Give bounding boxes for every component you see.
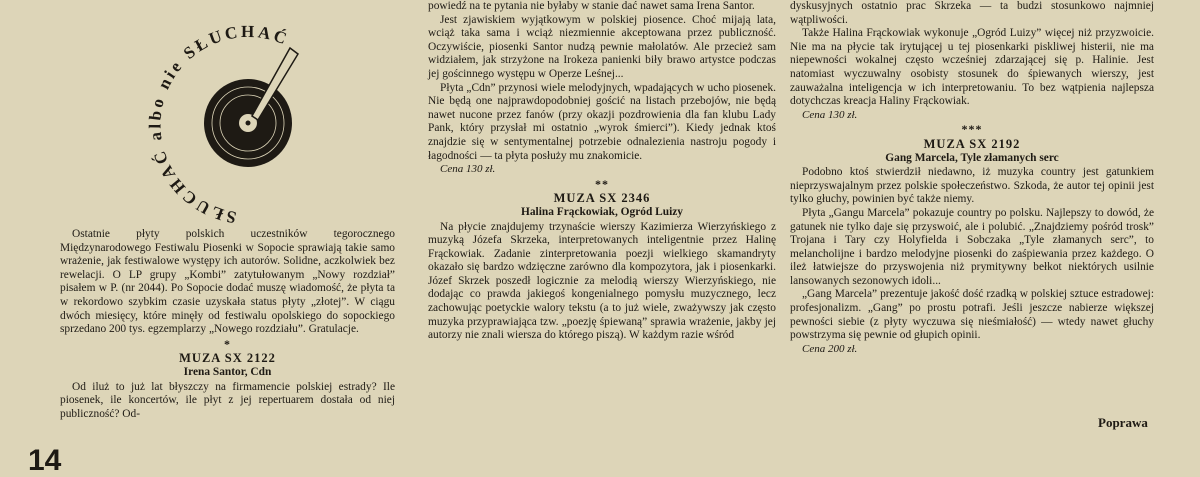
record-subtitle: Gang Marcela, Tyle złamanych serc — [885, 151, 1059, 164]
review-paragraph: Jest zjawiskiem wyjątkowym w polskiej piosence. Choć mijają lata, wciąż taka sama i wciąż niezmiennie akceptowana przez publiczność. Oczywiście, piosenki Santor nudzą pewnie małolatów. Ale przecież sam widziałem, jak strzyżone na Irokeza panienki biły brawo artystce podczas jej gościnnego występu w Operze Leśnej... — [428, 13, 776, 80]
review-paragraph: Płyta „Gangu Marcela” pokazuje country po polsku. Najlepszy to dowód, że gatunek nie tylko daje się przyswoić, ale i polubić. „Znajdziemy pośród trosk” Trojana i Tary czy Holyfielda i Sobczaka „Tyle złamanych serc”, to melancholijne i bardzo melodyjne piosenki do zaśpiewania przez każdego. O ileż łatwiejsze do przyswojenia niż prymitywny bełkot niektórych usilnie lansowanych sezonowych idoli... — [790, 206, 1154, 287]
review-paragraph: „Gang Marcela” prezentuje jakość dość rzadką w polskiej sztuce estradowej: profesjonalizm. „Gang” po prostu potrafi. Jeśli jeszcze nabierze większej pewności siebie (z płyty wyczuwa się nieśmiałość) — wtedy nawet głuchy powstrzyma się pewnie od głupich opinii. — [790, 288, 1154, 342]
review-paragraph: Także Halina Frąckowiak wykonuje „Ogród Luizy” więcej niż przyzwoicie. Nie ma na płycie tak irytującej u tej piosenkarki piskliwej histerii, nie ma niepewności wokalnej często wcześniej zdarzającej się p. Halinie. Jest natomiast wyczuwalny osobisty stosunek do śpiewanych wierszy, jest zauważalna inteligencja w ich interpretowaniu. To bez wątpienia najlepsza dotychczas kreacja Haliny Frąckowiak. — [790, 27, 1154, 108]
review-paragraph: powiedź na te pytania nie byłaby w stanie dać nawet sama Irena Santor. — [428, 0, 755, 12]
logo-arc-text: SŁUCHAĆ albo nie SŁUCHAĆ — [145, 21, 293, 228]
price-label: Cena 130 zł. — [802, 108, 858, 121]
record-title: MUZA SX 2346 — [553, 191, 651, 206]
separator-2: ** — [595, 176, 609, 191]
author-signature: Poprawa — [1098, 415, 1148, 430]
record-subtitle: Irena Santor, Cdn — [183, 365, 272, 378]
page-number: 14 — [28, 444, 62, 477]
review-paragraph: Od iluż to już lat błyszczy na firmamencie polskiej estrady? Ile piosenek, ile koncertów, ile płyt z jej repertuarem dostała od niej publiczność? Od- — [60, 380, 395, 420]
separator-1: * — [224, 336, 231, 351]
price-label: Cena 130 zł. — [440, 163, 496, 176]
record-title: MUZA SX 2122 — [179, 351, 276, 366]
review-paragraph: Na płycie znajdujemy trzynaście wierszy Kazimierza Wierzyńskiego z muzyką Józefa Skrzeka, interpretowanych inteligentnie przez Halinę Frąckowiak. Zadanie zinterpretowania poezji wielkiego skamandryty okazało się bardzo wdzięczne zarówno dla kompozytora, jak i piosenkarki. Józef Skrzek poszedł logicznie za melodią wierszy Wierzyńskiego, nie dodając co prawda jakiegoś kongenialnego pomysłu muzycznego, lecz zachowując poetyckie walory tekstu (a to już wiele, zważywszy jak często muzyka przyprawiająca tzw. „poezję śpiewaną” sprawia wrażenie, jakby jej autorzy nie znali wiersza do którego piszą). W każdym razie wśród — [428, 220, 776, 342]
separator-3: *** — [961, 122, 983, 137]
record-title: MUZA SX 2192 — [923, 136, 1021, 151]
record-subtitle: Halina Frąckowiak, Ogród Luizy — [520, 205, 683, 218]
review-paragraph: Płyta „Cdn” przynosi wiele melodyjnych, wpadających w ucho piosenek. Nie będą one najprawdopodobniej gościć na listach przebojów, nie będą nawet nucone przez fanów (przy okazji pozdrowienia dla fan klubu Lady Pank, który przysłał mi ostatnio „wyrok śmierci”). Kiedy jednak ktoś znajdzie się w sentymentalnej potrzebie odnalezienia nastroju pogody i łagodności — ta płyta posłuży mu znakomicie. — [428, 81, 776, 162]
column-2 — [428, 0, 776, 343]
review-paragraph: Podobno ktoś stwierdził niedawno, iż muzyka country jest gatunkiem nieprzyswajalnym przez polskie społeczeństwo. Szkoda, że autor tej opinii jest tylko głuchy, powinien być także niemy. — [790, 166, 1154, 206]
slucha-logo — [128, 18, 368, 228]
intro-paragraph: Ostatnie płyty polskich uczestników tegorocznego Międzynarodowego Festiwalu Piosenki w Sopocie sprawiają takie samo wrażenie, jak festiwalowe występy ich autorów. Solidne, aczkolwiek bez rewelacji. O LP grupy „Kombi” zatytułowanym „Nowy rozdział” pisałem w P. (nr 2044). Po Sopocie dodać muszę wiadomość, że płyta ta w rekordowo szybkim czasie uzyskała status płyty „złotej”. W ciągu dwóch miesięcy, które minęły od festiwalu opolskiego do sopockiego sprzedano 200 tys. egzemplarzy „Nowego rozdziału”. Gratulacje. — [60, 228, 395, 336]
column-1 — [60, 228, 395, 421]
column-3 — [790, 0, 1154, 356]
price-label: Cena 200 zł. — [802, 342, 858, 355]
review-paragraph: dyskusyjnych ostatnio prac Skrzeka — ta budzi stosunkowo najmniej wątpliwości. — [790, 0, 1154, 26]
